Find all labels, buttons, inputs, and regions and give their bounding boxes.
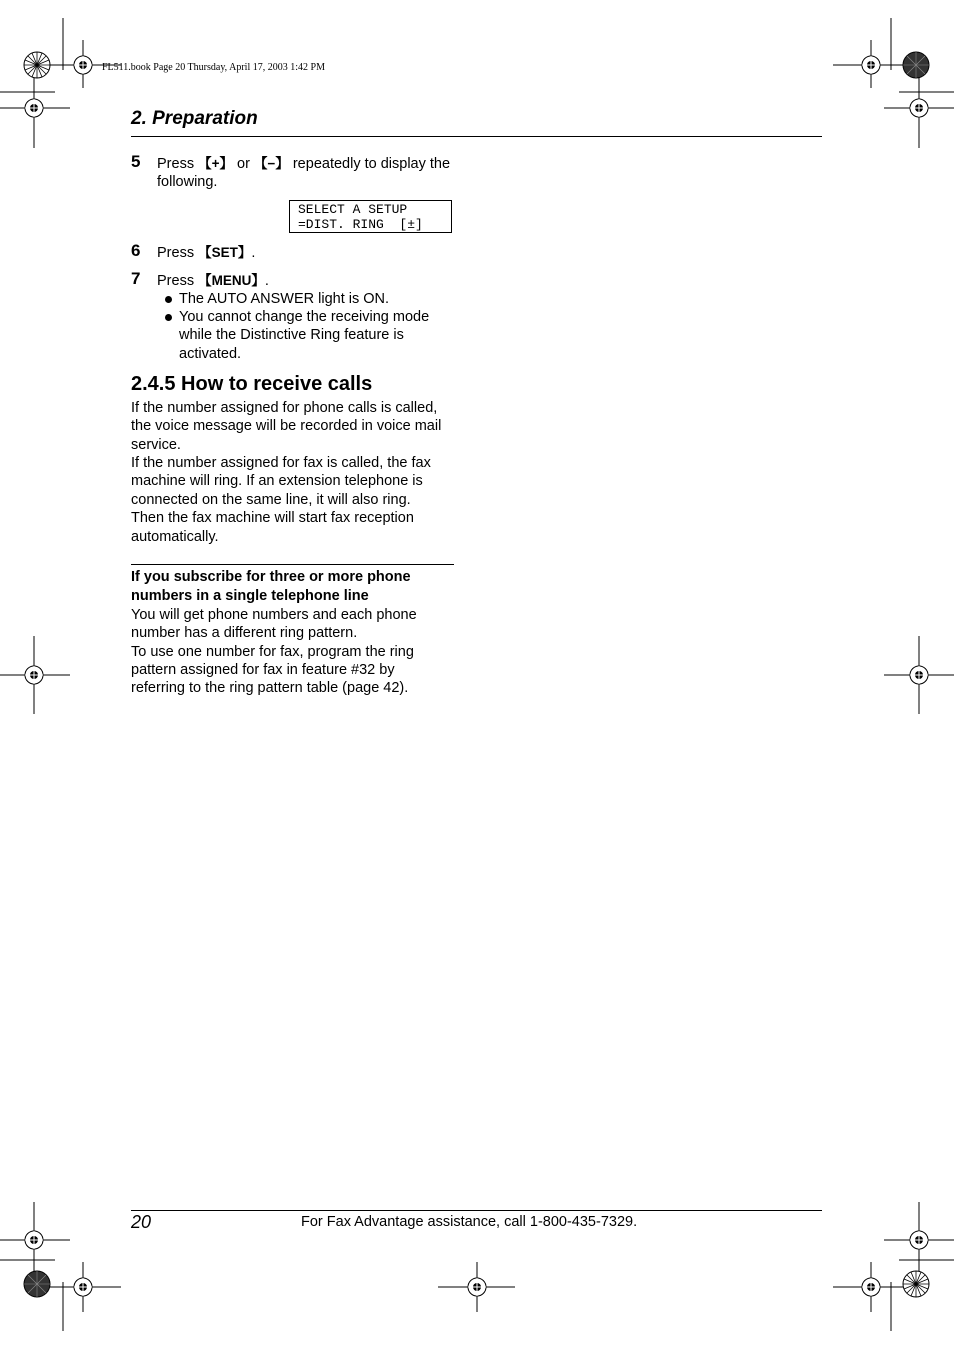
paragraph-line: number has a different ring pattern.	[131, 625, 358, 641]
set-key: 【SET】	[198, 245, 252, 260]
plus-key: 【+】	[198, 156, 233, 171]
bullet-icon	[165, 296, 172, 303]
step-text: .	[264, 273, 269, 289]
step-text: repeatedly to display the	[288, 156, 451, 172]
step-number: 5	[131, 152, 141, 171]
bullet-icon	[165, 314, 172, 321]
step-number: 6	[131, 241, 141, 260]
lcd-line: =DIST. RING [±]	[298, 217, 423, 232]
step-6-text	[157, 244, 255, 262]
paragraph-line: connected on the same line, it will also ring.	[131, 492, 411, 508]
note-rule	[131, 564, 454, 565]
subsection-heading: 2.4.5 How to receive calls	[131, 373, 373, 395]
book-info: FL511.book Page 20 Thursday, April 17, 2003 1:42 PM	[102, 62, 325, 73]
lcd-display	[289, 200, 452, 233]
paragraph-line: To use one number for fax, program the ring	[131, 644, 414, 660]
step-number: 7	[131, 269, 141, 288]
footer-rule	[131, 1210, 822, 1211]
step-text: Press	[157, 273, 199, 289]
paragraph-line: Then the fax machine will start fax reception	[131, 510, 414, 526]
step-text: .	[251, 245, 256, 261]
step-text: or	[232, 156, 254, 172]
section-title: 2. Preparation	[131, 108, 258, 129]
paragraph-line: service.	[131, 437, 181, 453]
paragraph-line: the voice message will be recorded in voice mail	[131, 418, 442, 434]
page-number: 20	[131, 1212, 152, 1232]
paragraph-line: automatically.	[131, 529, 219, 545]
header-rule	[131, 136, 822, 137]
bullet-text: The AUTO ANSWER light is ON.	[179, 291, 390, 307]
menu-key: 【MENU】	[198, 273, 265, 288]
bullet-text: while the Distinctive Ring feature is	[179, 327, 404, 343]
step-5-continued: following.	[157, 174, 218, 190]
minus-key: 【−】	[253, 156, 289, 171]
step-5-text	[157, 155, 450, 173]
bullet-text: activated.	[179, 346, 242, 362]
paragraph-line: If the number assigned for phone calls is called,	[131, 400, 438, 416]
step-7-text	[157, 272, 269, 290]
step-text: Press	[157, 245, 199, 261]
paragraph-line: You will get phone numbers and each phone	[131, 607, 417, 623]
note-title: If you subscribe for three or more phone	[131, 569, 411, 585]
footer-assistance: For Fax Advantage assistance, call 1-800-435-7329.	[301, 1214, 638, 1230]
paragraph-line: referring to the ring pattern table (page 42).	[131, 680, 409, 696]
bullet-text: You cannot change the receiving mode	[179, 309, 430, 325]
lcd-line: SELECT A SETUP	[298, 202, 408, 217]
paragraph-line: machine will ring. If an extension telephone is	[131, 473, 423, 489]
paragraph-line: If the number assigned for fax is called, the fax	[131, 455, 431, 471]
note-title: numbers in a single telephone line	[131, 588, 369, 604]
paragraph-line: pattern assigned for fax in feature #32 by	[131, 662, 395, 678]
step-text: Press	[157, 156, 199, 172]
